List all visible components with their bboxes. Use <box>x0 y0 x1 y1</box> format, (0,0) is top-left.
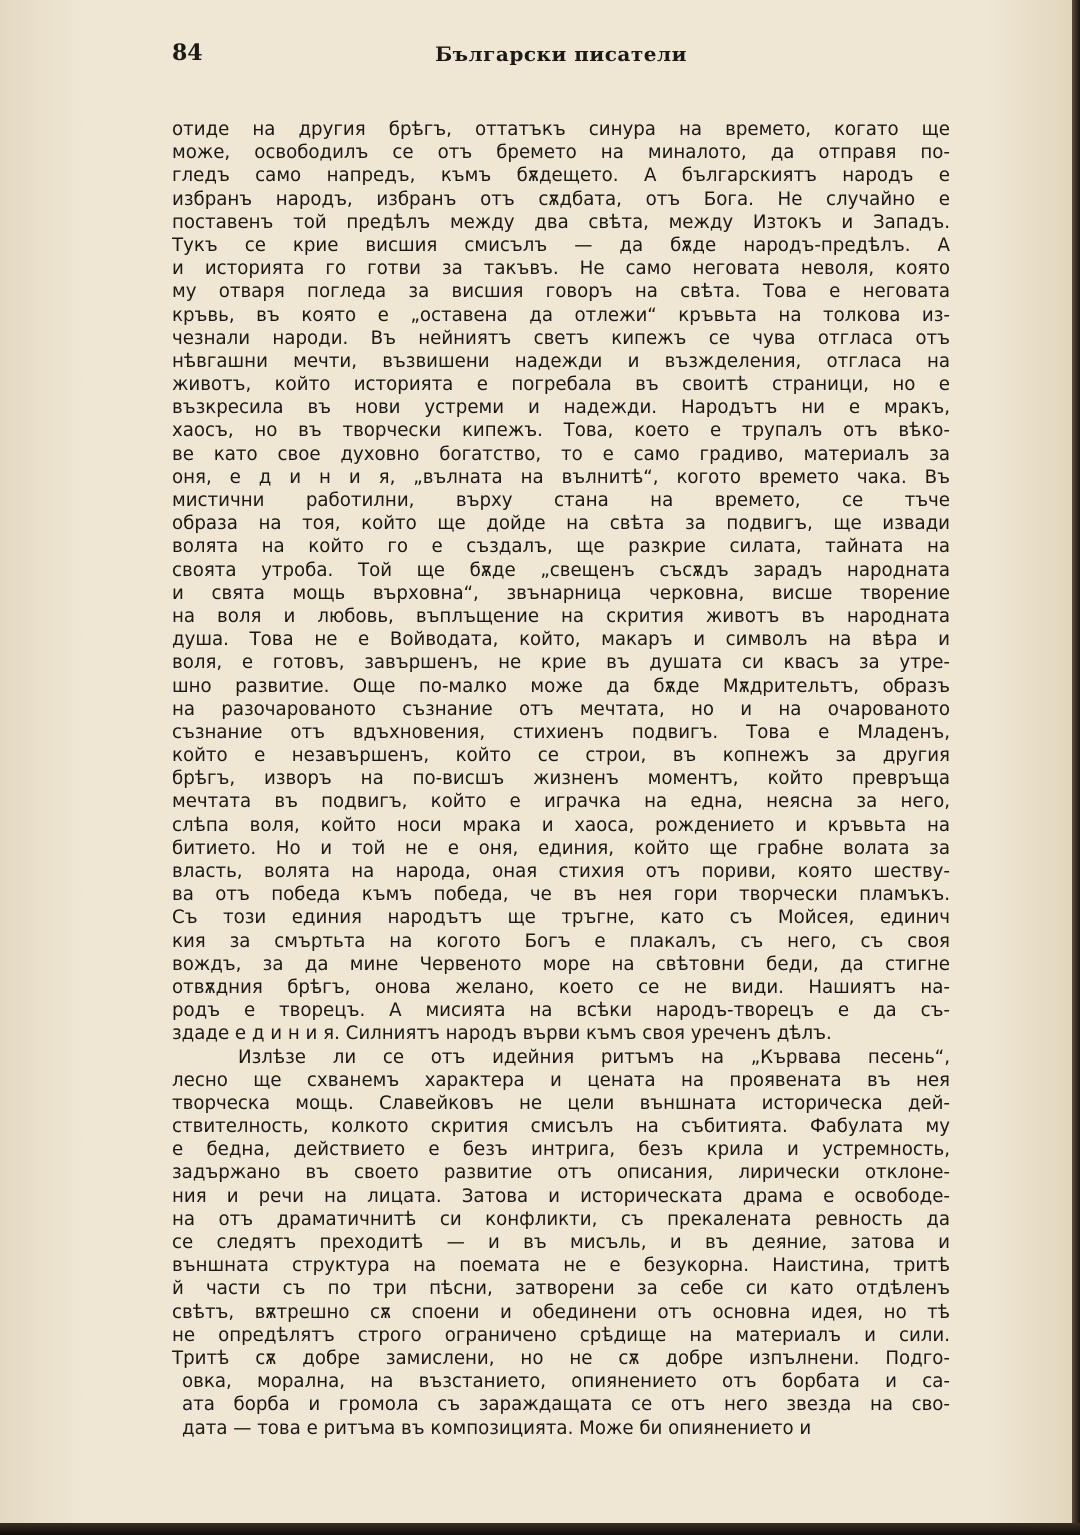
text-line: своята утроба. Той ще бѫде „свещенъ съсѫдъ зарадъ народната <box>172 559 950 581</box>
body-text <box>172 118 950 1440</box>
text-line: му отваря погледа за висшия говоръ на свѣта. Това е неговата <box>172 281 950 303</box>
text-line: кръвь, въ която е „оставена да отлежи“ кръвьта на толкова из- <box>172 304 950 326</box>
text-line: задържано въ своето развитие отъ описания, лирически отклоне- <box>172 1162 950 1184</box>
text-line: и свята мощь върховна“, звънарница черковна, висше творение <box>172 582 950 604</box>
text-line: възкресила въ нови устреми и надежди. Народътъ ни е мракъ, <box>172 397 950 419</box>
text-line: образа на тоя, който ще дойде на свѣта за подвигъ, ще извади <box>172 513 950 535</box>
page-header <box>172 40 950 74</box>
text-line: на отъ драматичнитѣ си конфликти, съ прекалената ревность да <box>172 1208 950 1230</box>
text-line: поставенъ той предѣлъ между два свѣта, между Изтокъ и Западъ. <box>172 211 950 233</box>
text-line: отвѫдния брѣгъ, онова желано, което се не види. Нашиятъ на- <box>172 976 950 998</box>
text-line: мистични работилни, върху стана на времето, се тъче <box>172 490 950 511</box>
text-line: здаде е д и н и я. Силниятъ народъ върви къмъ своя уреченъ дѣлъ. <box>172 1023 832 1045</box>
text-line: е бедна, действието е безъ интрига, безъ крила и устремность, <box>172 1139 950 1161</box>
text-line: шно развитие. Още по-малко може да бѫде Мѫдрительтъ, образъ <box>172 675 950 697</box>
text-line: избранъ народъ, избранъ отъ сѫдбата, отъ Бога. Не случайно е <box>172 188 950 210</box>
text-line: на воля и любовь, въплъщение на скрития животъ въ народната <box>172 605 950 627</box>
text-line: кия за смъртьта на когото Богъ е плакалъ, съ него, съ своя <box>172 930 950 952</box>
text-line: ния и речи на лицата. Затова и историческата драма е освободе- <box>172 1185 950 1207</box>
text-line: мечтата въ подвигъ, който е играчка на една, неясна за него, <box>172 791 950 813</box>
text-line: животъ, който историята е погребала въ своитѣ страници, но е <box>172 374 950 396</box>
text-line: душа. Това не е Войводата, който, макаръ и символъ на вѣра и <box>172 629 950 651</box>
page-number: 84 <box>172 40 203 66</box>
text-line: нѣвгашни мечти, възвишени надежди и възжделения, отгласа на <box>172 350 950 372</box>
text-line: ве като свое духовно богатство, то е само градиво, материалъ за <box>172 443 950 465</box>
text-line: творческа мощь. Славейковъ не цели външната историческа дей- <box>172 1092 950 1114</box>
page-edge-shadow <box>1072 0 1080 1535</box>
text-line: волята на който го е създалъ, ще разкрие силата, тайната на <box>172 536 950 558</box>
text-line: родъ е творецъ. А мисията на всѣки народъ-творецъ е да съ- <box>172 1000 950 1022</box>
text-line: Излѣзе ли се отъ идейния ритъмъ на „Кървава песень“, <box>238 1046 950 1068</box>
text-line: съзнание отъ вдъхновения, стихиенъ подвигъ. Това е Младенъ, <box>172 721 950 743</box>
text-line: ва отъ победа къмъ победа, че въ нея гори творчески пламъкъ. <box>172 884 950 906</box>
text-line: оня, е д и н и я, „вълната на вълнитѣ“, когото времето чака. Въ <box>172 466 950 488</box>
text-line: ата борба и громола съ зараждащата се отъ него звезда на сво- <box>182 1394 950 1416</box>
text-line: хаосъ, но въ творчески кипежъ. Това, което е трупалъ отъ вѣко- <box>172 420 950 442</box>
text-line: битието. Но и той не е оня, единия, който ще грабне волата за <box>172 837 950 859</box>
text-line: ствителность, колкото скрития смисълъ на събитията. Фабулата му <box>172 1116 950 1138</box>
running-title: Български писатели <box>435 42 687 66</box>
text-line: не опредѣлятъ строго ограничено срѣдище на материалъ и сили. <box>172 1324 950 1346</box>
text-line: и историята го готви за такъвъ. Не само неговата неволя, която <box>172 258 950 280</box>
text-line: свѣтъ, вѫтрешно сѫ споени и обединени отъ основна идея, но тѣ <box>172 1301 950 1323</box>
text-line: външната структура на поемата не е безукорна. Наистина, тритѣ <box>172 1255 950 1277</box>
text-line: отиде на другия брѣгъ, оттатъкъ синура на времето, когато ще <box>172 119 950 140</box>
text-line: дата — това е ритъма въ композицията. Може би опиянението и <box>182 1417 812 1439</box>
text-line: власть, волята на народа, оная стихия отъ пориви, която шеству- <box>172 861 950 882</box>
text-line: на разочарованото съзнание отъ мечтата, но и на очарованото <box>172 698 950 720</box>
page-bottom-shadow <box>0 1523 1080 1535</box>
text-line: Тукъ се крие висшия смисълъ — да бѫде народъ-предѣлъ. А <box>172 234 950 256</box>
text-line: чезнали народи. Въ нейниятъ светъ кипежъ се чува отгласа отъ <box>172 327 950 349</box>
text-line: може, освободилъ се отъ бремето на миналото, да отправя по- <box>172 142 950 164</box>
text-line: Съ този единия народътъ ще тръгне, като съ Мойсея, единич <box>172 907 950 929</box>
text-line: се следятъ преходитѣ — и въ мисъль, и въ деяние, затова и <box>172 1232 950 1253</box>
text-line: брѣгъ, изворъ на по-висшъ жизненъ моментъ, който превръща <box>172 768 950 790</box>
text-line: лесно ще схванемъ характера и цената на проявената въ нея <box>172 1069 950 1091</box>
text-line: воля, е готовъ, завършенъ, не крие въ душата си квасъ за утре- <box>172 652 950 674</box>
text-line: й части съ по три пѣсни, затворени за себе си като отдѣленъ <box>172 1278 950 1300</box>
text-line: овка, морална, на възстанието, опиянението отъ борбата и са- <box>182 1371 950 1393</box>
text-line: Тритѣ сѫ добре замислени, но не сѫ добре изпълнени. Подго- <box>172 1347 950 1369</box>
text-line: гледъ само напредъ, къмъ бѫдещето. А българскиятъ народъ е <box>172 165 950 187</box>
text-line: който е незавършенъ, който се строи, въ копнежъ за другия <box>172 745 950 767</box>
text-line: вождъ, за да мине Червеното море на свѣтовни беди, да стигне <box>172 953 950 975</box>
text-line: слѣпа воля, който носи мрака и хаоса, рождението и кръвьта на <box>172 814 950 836</box>
